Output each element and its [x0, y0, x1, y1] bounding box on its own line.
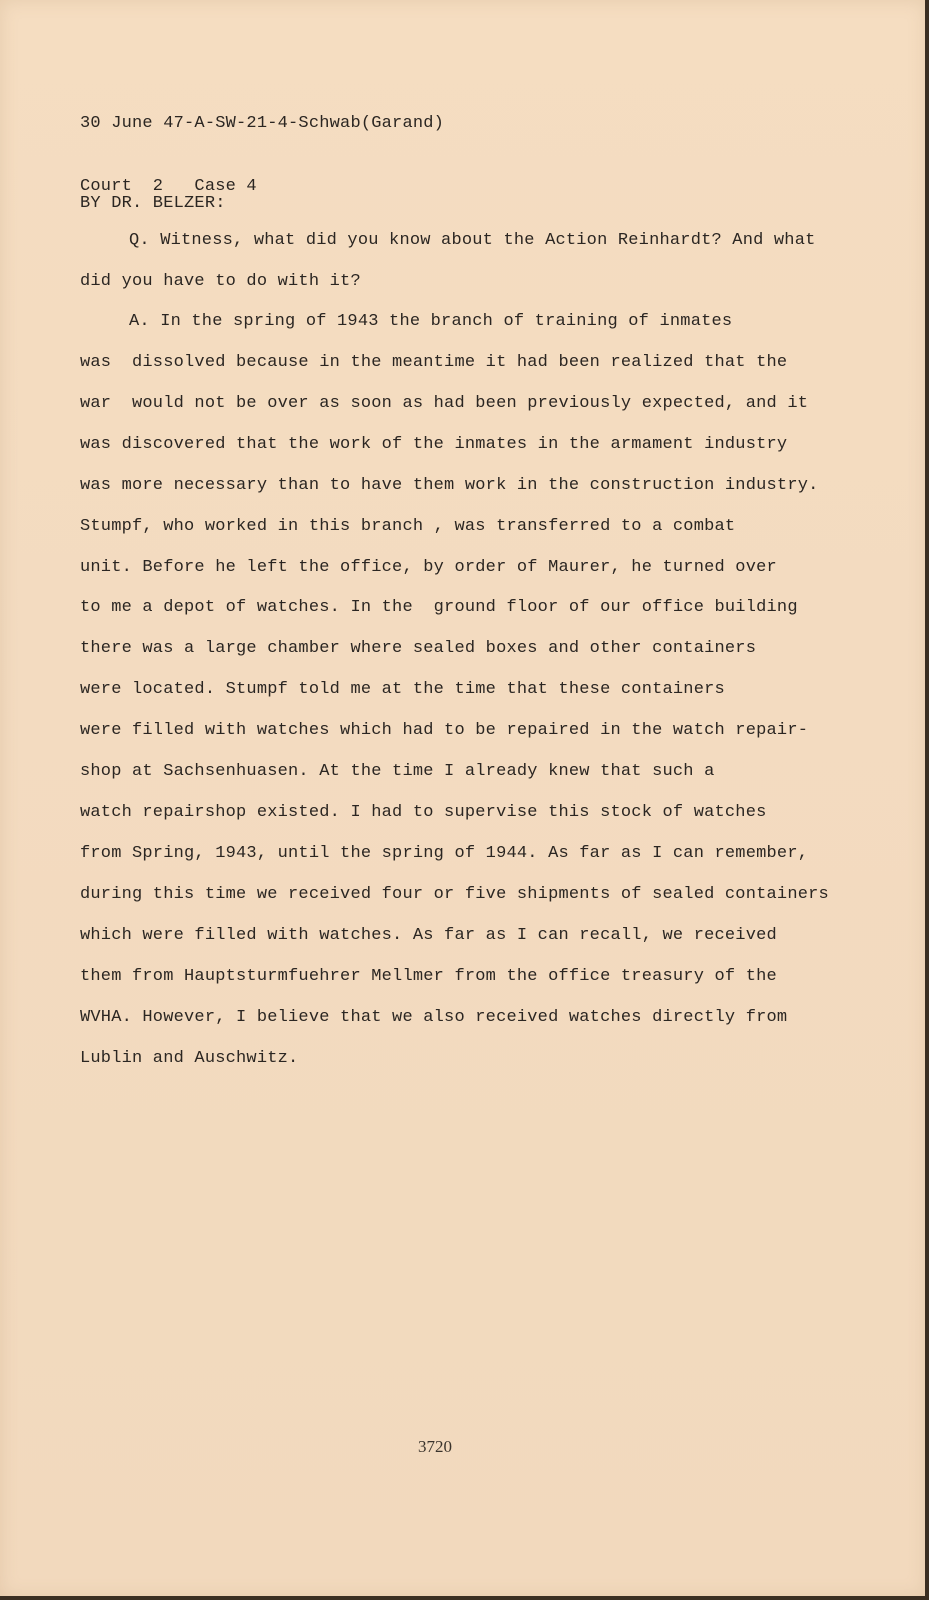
answer-line: were filled with watches which had to be repaired in the watch repair-: [80, 721, 809, 740]
answer-line: during this time we received four or five shipments of sealed containers: [80, 885, 829, 904]
answer-line: was more necessary than to have them work in the construction industry.: [80, 476, 819, 495]
header-court-case: Court 2 Case 4: [80, 177, 257, 196]
answer-line: WVHA. However, I believe that we also received watches directly from: [80, 1008, 788, 1027]
answer-line: war would not be over as soon as had been previously expected, and it: [80, 394, 809, 413]
document-header: [80, 71, 444, 239]
answer-line: was discovered that the work of the inmates in the armament industry: [80, 435, 788, 454]
page-edge-right: [925, 0, 929, 1600]
page-number: 3720: [418, 1437, 452, 1456]
examiner-heading: BY DR. BELZER:: [80, 194, 226, 213]
page-edge-bottom: [0, 1596, 929, 1600]
answer-line: watch repairshop existed. I had to supervise this stock of watches: [80, 803, 767, 822]
question-line: did you have to do with it?: [80, 272, 361, 291]
answer-line: Stumpf, who worked in this branch , was transferred to a combat: [80, 517, 736, 536]
answer-line: to me a depot of watches. In the ground floor of our office building: [80, 598, 798, 617]
answer-line: were located. Stumpf told me at the time that these containers: [80, 680, 725, 699]
answer-line: from Spring, 1943, until the spring of 1944. As far as I can remember,: [80, 844, 809, 863]
answer-line: Lublin and Auschwitz.: [80, 1049, 299, 1068]
answer-line: was dissolved because in the meantime it had been realized that the: [80, 353, 788, 372]
answer-line: them from Hauptsturmfuehrer Mellmer from the office treasury of the: [80, 967, 777, 986]
header-case-reference: 30 June 47-A-SW-21-4-Schwab(Garand): [80, 114, 445, 133]
answer-line: there was a large chamber where sealed boxes and other containers: [80, 639, 757, 658]
answer-line: which were filled with watches. As far as I can recall, we received: [80, 926, 777, 945]
answer-line: shop at Sachsenhuasen. At the time I already knew that such a: [80, 762, 715, 781]
answer-line: A. In the spring of 1943 the branch of training of inmates: [129, 312, 733, 331]
question-line: Q. Witness, what did you know about the Action Reinhardt? And what: [129, 231, 816, 250]
answer-line: unit. Before he left the office, by order of Maurer, he turned over: [80, 558, 777, 577]
